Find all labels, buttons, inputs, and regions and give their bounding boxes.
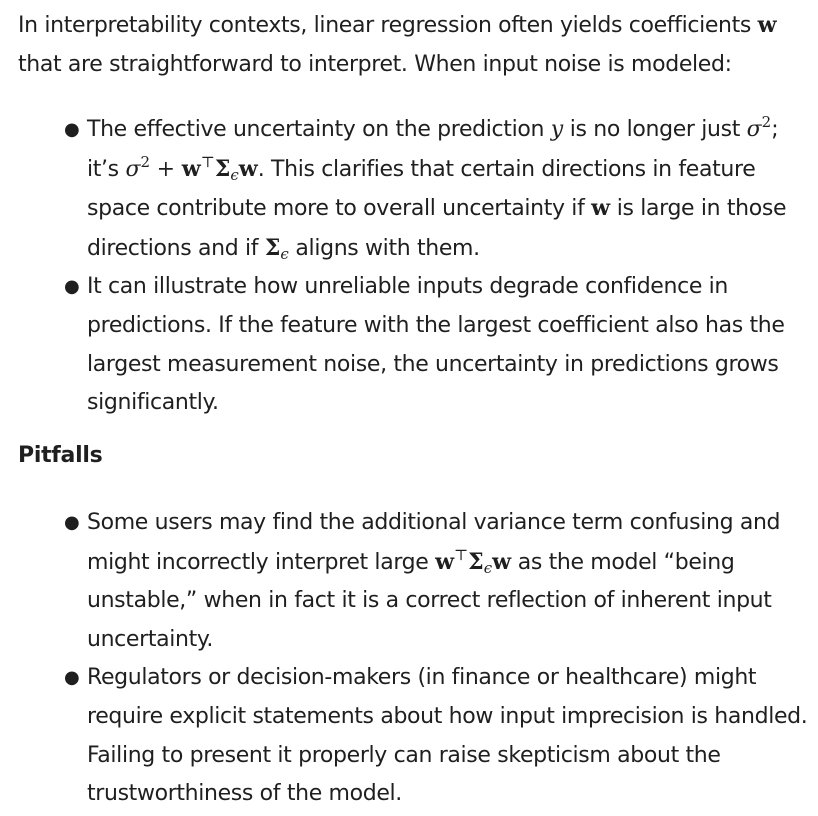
math-w: w (238, 155, 258, 182)
intro-text-1: In interpretability contexts, linear regression often yields coefficients (18, 13, 758, 38)
bullet-icon: ● (64, 667, 80, 689)
intro-paragraph (18, 6, 808, 84)
math-epsilon: ϵ (280, 244, 289, 263)
math-plus: + (156, 156, 176, 182)
math-epsilon: ϵ (483, 558, 493, 577)
math-w: w (591, 195, 611, 222)
math-w: w (757, 12, 777, 38)
math-transpose: ⊤ (454, 545, 469, 564)
list-text: Regulators or decision-makers (in finance or healthcare) might require explicit statements about how input imprecision is handled. Failing to present it properly can raise skepticism about the trustworthiness of the model. (87, 665, 808, 807)
math-Sigma: Σ (214, 155, 231, 182)
math-Sigma: Σ (264, 234, 281, 261)
bullet-list-2 (0, 504, 818, 814)
list-text: aligns with them. (288, 235, 480, 261)
list-text: Some users may find the additional variance term confusing and might incorrectly interpret large (87, 510, 781, 575)
bullet-icon: ● (64, 276, 80, 298)
list-item (0, 504, 818, 659)
list-text: ; (771, 117, 779, 142)
bullet-icon: ● (64, 512, 80, 533)
math-sigma: σ (125, 156, 141, 182)
list-text: . This clarifies that certain directions in feature space contribute more to overall uncertainty if (87, 156, 756, 222)
math-sigma: σ (746, 117, 762, 142)
list-item (0, 111, 818, 268)
math-epsilon: ϵ (230, 165, 239, 184)
intro-text-2: that are straightforward to interpret. When input noise is modeled: (18, 51, 732, 77)
math-transpose: ⊤ (200, 152, 215, 171)
math-w: w (492, 548, 512, 575)
math-exponent: 2 (761, 113, 772, 131)
math-Sigma: Σ (468, 548, 484, 575)
list-text: is large in those directions and if (87, 196, 787, 261)
list-item (0, 659, 818, 813)
list-text: is no longer just (563, 117, 747, 142)
list-text: It can illustrate how unreliable inputs degrade confidence in predictions. If the feature with the largest coefficient also has the largest measurement noise, the uncertainty in predictions grows significantly. (87, 274, 785, 416)
bullet-icon: ● (64, 119, 80, 140)
list-text: as the model “being unstable,” when in fact it is a correct reflection of inherent input uncertainty. (87, 549, 772, 652)
math-y: y (550, 117, 564, 142)
list-text: The effective uncertainty on the prediction (87, 117, 551, 142)
math-w: w (181, 155, 201, 182)
math-w: w (435, 548, 455, 575)
section-heading: Pitfalls (18, 443, 103, 468)
list-text: it’s (87, 156, 126, 182)
math-exponent: 2 (140, 152, 151, 171)
bullet-list-1 (0, 111, 818, 423)
list-item (0, 268, 818, 422)
